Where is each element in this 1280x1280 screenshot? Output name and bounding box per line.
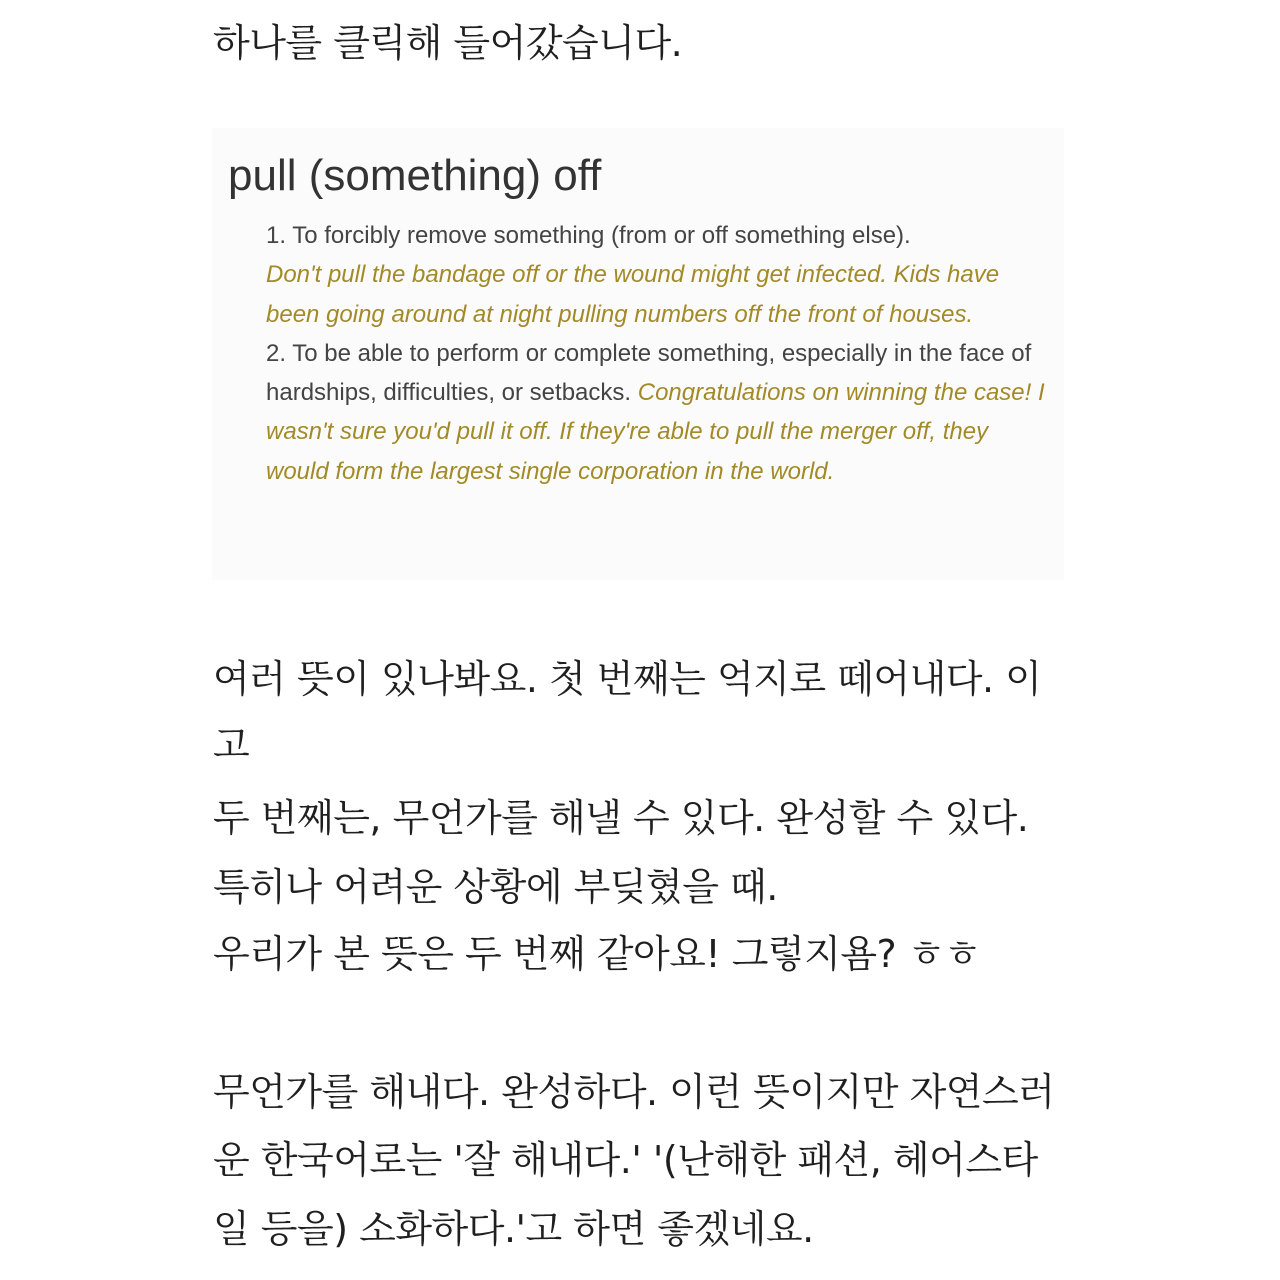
paragraph-line: 우리가 본 뜻은 두 번째 같아요! 그렇지욤? ㅎㅎ (213, 932, 981, 976)
paragraph-line: 특히나 어려운 상황에 부딪혔을 때. (213, 865, 778, 909)
dictionary-headword: pull (something) off (228, 151, 602, 200)
sense-1-definition: 1. To forcibly remove something (from or off something else). (266, 222, 911, 249)
sense-1-example: Don't pull the bandage off or the wound might get infected. Kids have been going around at night pulling numbers off the front of houses. (266, 261, 1000, 328)
dictionary-screenshot (212, 128, 1064, 580)
paragraph-line: 운 한국어로는 '잘 해내다.' '(난해한 패션, 헤어스타 (213, 1138, 1038, 1182)
intro-text: 하나를 클릭해 들어갔습니다. (213, 21, 683, 65)
paragraph-line: 고 (213, 723, 250, 767)
paragraph-line: 무언가를 해내다. 완성하다. 이런 뜻이지만 자연스러 (213, 1070, 1055, 1114)
dictionary-entry (266, 216, 1056, 491)
sense-2-example: Congratulations on winning the case! I wasn't sure you'd pull it off. If they're able to pull the merger off, they would form the largest single corporation in the world. (266, 379, 1045, 485)
paragraph-line: 두 번째는, 무언가를 해낼 수 있다. 완성할 수 있다. (213, 796, 1029, 840)
sense-2-definition: 2. To be able to perform or complete something, especially in the face of hardships, difficulties, or setbacks. (266, 339, 1032, 407)
paragraph-line: 일 등을) 소화하다.'고 하면 좋겠네요. (213, 1207, 814, 1251)
paragraph-line: 여러 뜻이 있나봐요. 첫 번째는 억지로 떼어내다. 이 (213, 657, 1042, 701)
